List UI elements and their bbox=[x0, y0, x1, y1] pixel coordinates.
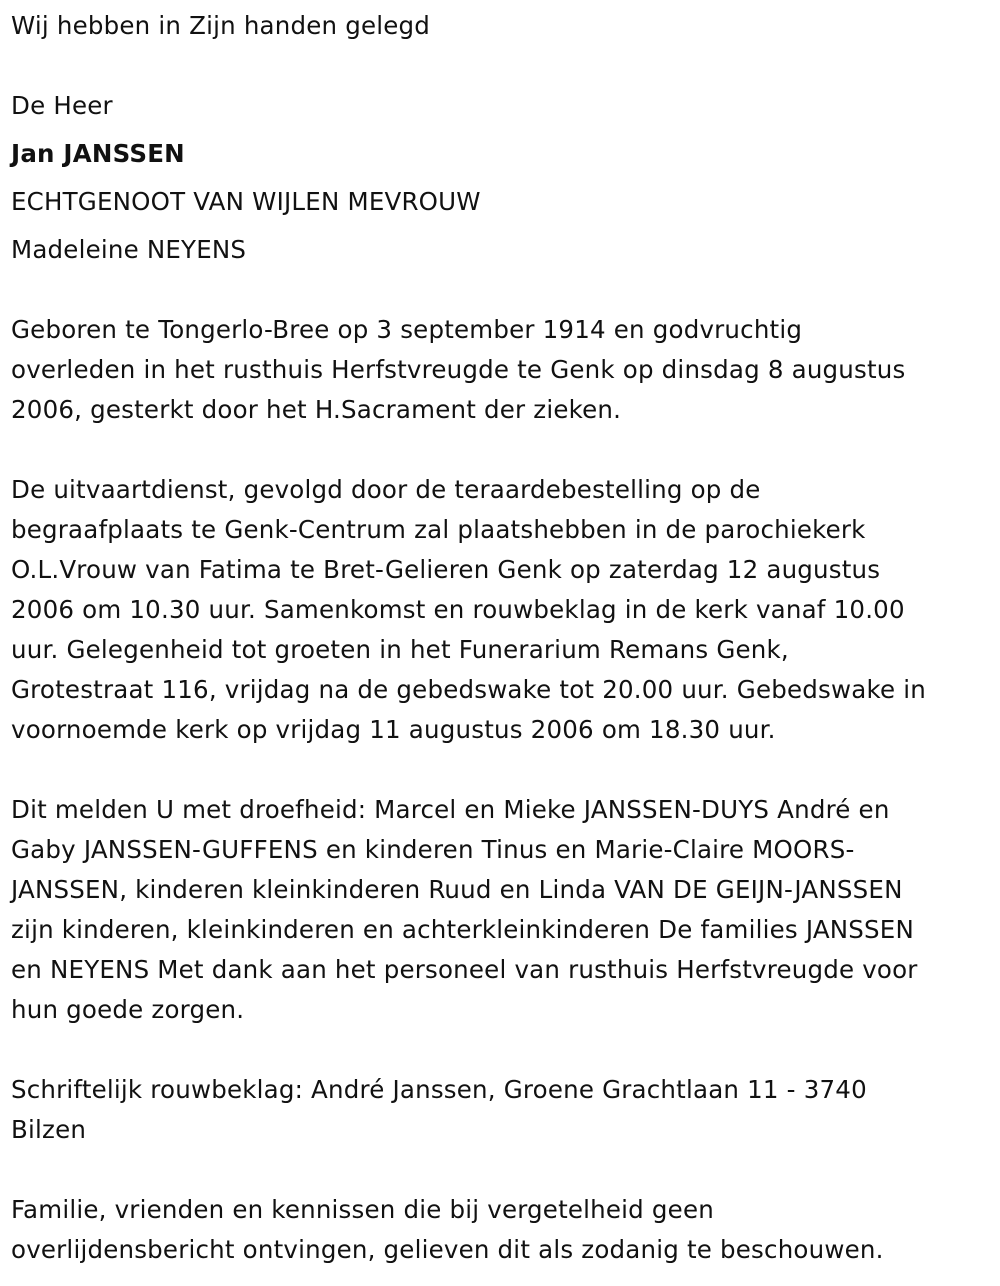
paragraph-line: Familie, vrienden en kennissen die bij vergetelheid geen bbox=[11, 1195, 714, 1224]
paragraph-line: zijn kinderen, kleinkinderen en achterkleinkinderen De families JANSSEN bbox=[11, 915, 915, 944]
paragraph-line: Gaby JANSSEN-GUFFENS en kinderen Tinus en Marie-Claire MOORS- bbox=[11, 835, 855, 864]
paragraph-line: voornoemde kerk op vrijdag 11 augustus 2006 om 18.30 uur. bbox=[11, 715, 776, 744]
paragraph-line: uur. Gelegenheid tot groeten in het Funerarium Remans Genk, bbox=[11, 635, 789, 664]
paragraph-line: 2006, gesterkt door het H.Sacrament der zieken. bbox=[11, 395, 622, 424]
opening-line: Wij hebben in Zijn handen gelegd bbox=[11, 11, 431, 40]
paragraph-line: overlijdensbericht ontvingen, gelieven dit als zodanig te beschouwen. bbox=[11, 1235, 884, 1264]
spouse-name: Madeleine NEYENS bbox=[11, 235, 247, 264]
paragraph-line: JANSSEN, kinderen kleinkinderen Ruud en Linda VAN DE GEIJN-JANSSEN bbox=[11, 875, 903, 904]
paragraph-line: hun goede zorgen. bbox=[11, 995, 245, 1024]
paragraph-line: O.L.Vrouw van Fatima te Bret-Gelieren Genk op zaterdag 12 augustus bbox=[11, 555, 881, 584]
paragraph-line: 2006 om 10.30 uur. Samenkomst en rouwbeklag in de kerk vanaf 10.00 bbox=[11, 595, 905, 624]
paragraph-line: en NEYENS Met dank aan het personeel van rusthuis Herfstvreugde voor bbox=[11, 955, 918, 984]
paragraph-line: overleden in het rusthuis Herfstvreugde te Genk op dinsdag 8 augustus bbox=[11, 355, 906, 384]
deceased-name: Jan JANSSEN bbox=[11, 139, 185, 168]
paragraph-line: Bilzen bbox=[11, 1115, 87, 1144]
paragraph-line: Schriftelijk rouwbeklag: André Janssen, Groene Grachtlaan 11 - 3740 bbox=[11, 1075, 867, 1104]
spouse-title: ECHTGENOOT VAN WIJLEN MEVROUW bbox=[11, 187, 481, 216]
paragraph-line: Grotestraat 116, vrijdag na de gebedswake tot 20.00 uur. Gebedswake in bbox=[11, 675, 926, 704]
paragraph-line: Geboren te Tongerlo-Bree op 3 september 1914 en godvruchtig bbox=[11, 315, 803, 344]
paragraph-line: De uitvaartdienst, gevolgd door de teraardebestelling op de bbox=[11, 475, 761, 504]
paragraph-line: Dit melden U met droefheid: Marcel en Mieke JANSSEN-DUYS André en bbox=[11, 795, 890, 824]
paragraph-line: begraafplaats te Genk-Centrum zal plaatshebben in de parochiekerk bbox=[11, 515, 866, 544]
honorific: De Heer bbox=[11, 91, 113, 120]
